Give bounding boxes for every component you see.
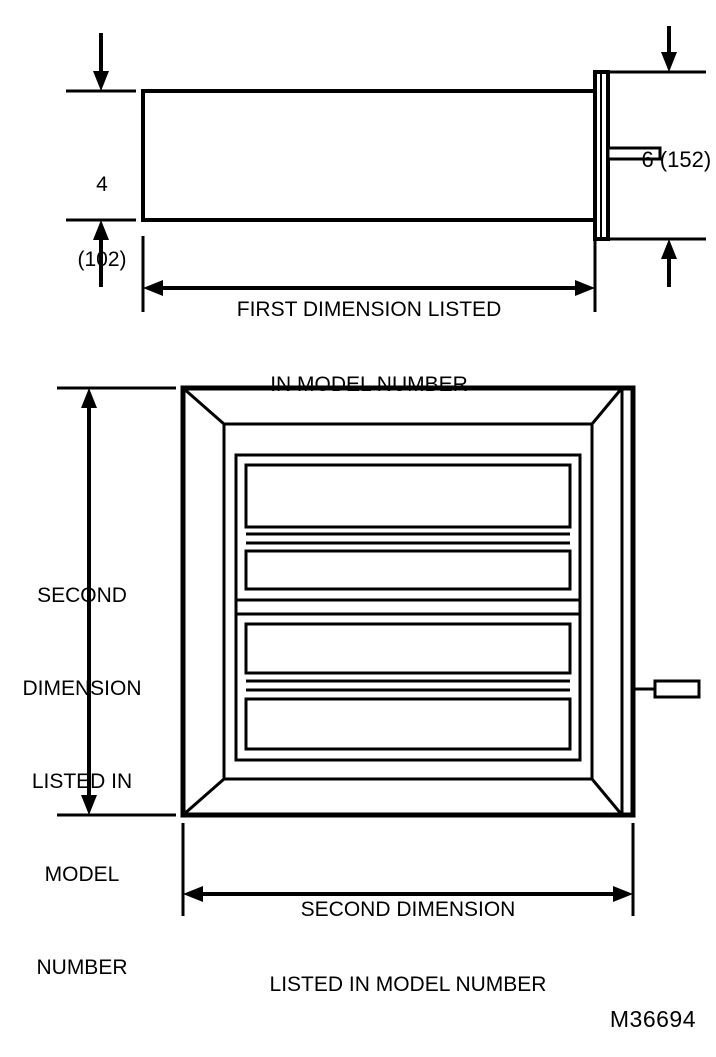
front-mitre-br (592, 779, 622, 815)
part-number-value: M36694 (609, 1006, 696, 1032)
first-dimension-label (178, 247, 560, 447)
second-dimension-vertical-line-3: LISTED IN (31, 770, 133, 793)
second-dim-h-arrow-right (613, 886, 633, 902)
front-core-opening (236, 455, 580, 760)
part-number-label (456, 982, 696, 1057)
side-view-group (143, 72, 660, 239)
front-view-lever (655, 681, 699, 697)
second-dimension-vertical-line-5: NUMBER (36, 956, 128, 979)
second-dim-h-arrow-left (183, 886, 203, 902)
first-dimension-line-2: IN MODEL NUMBER (270, 373, 468, 396)
louver-lower-outer (236, 614, 580, 760)
first-dimension-line-1: FIRST DIMENSION LISTED (236, 298, 502, 321)
second-dimension-vertical-line-2: DIMENSION (22, 677, 142, 700)
second-dimension-vertical-label (8, 518, 156, 1045)
louver-lower-blade-2 (246, 699, 570, 749)
first-dim-arrow-right (575, 280, 595, 296)
depth-arrow-upper-head (93, 71, 109, 91)
louver-upper-blade-1 (246, 465, 570, 527)
second-dim-arrow-top (81, 388, 97, 408)
depth-inches-value: 4 (96, 173, 108, 196)
second-dimension-vertical-line-1: SECOND (37, 584, 127, 607)
second-dimension-bottom-line-2: LISTED IN MODEL NUMBER (269, 973, 547, 996)
flange-dimension-value: 6 (152) (641, 147, 712, 172)
flange-arrow-lower-head (661, 239, 677, 259)
depth-mm-value: (102) (77, 248, 127, 271)
front-view-group (183, 388, 699, 815)
louver-upper-blade-2 (246, 551, 570, 589)
second-dimension-vertical-line-4: MODEL (44, 863, 120, 886)
flange-arrow-upper-head (661, 52, 677, 72)
second-dimension-bottom-line-1: SECOND DIMENSION (300, 898, 516, 921)
side-view-body (143, 91, 595, 220)
front-mitre-tr (592, 388, 622, 424)
louver-lower-blade-1 (246, 624, 570, 673)
flange-dimension-label (617, 122, 716, 197)
depth-dimension-label (50, 122, 154, 322)
front-mitre-bl (183, 779, 224, 815)
